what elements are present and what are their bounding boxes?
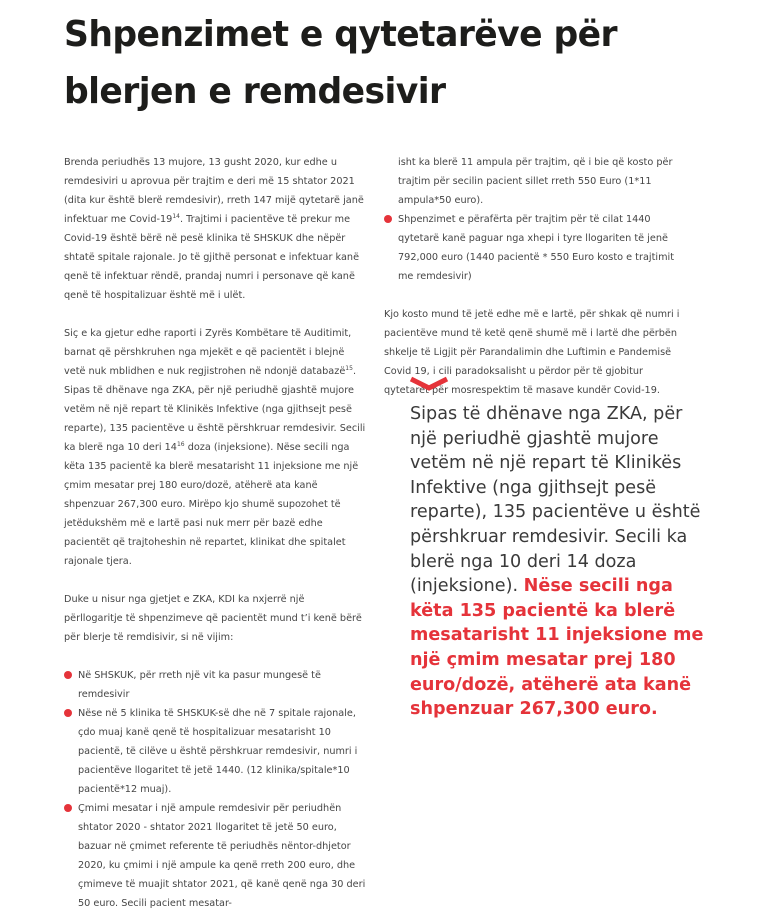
calculation-list-continued [384, 153, 690, 286]
left-column [64, 153, 366, 913]
right-column [384, 153, 690, 400]
bullet-dot-icon [64, 709, 72, 717]
bullet-dot-icon [64, 671, 72, 679]
list-item: Në SHSKUK, për rreth një vit ka pasur mungesë të remdesivir [64, 666, 366, 704]
calculation-list [64, 666, 366, 913]
pull-quote [410, 402, 710, 722]
bullet-dot-icon [384, 215, 392, 223]
pull-quote-text: Sipas të dhënave nga ZKA, për një periudhë gjashtë mujore vetëm në një repart të Klinikës Infektive (nga gjithsejt pesë reparte), 135 pacientëve u është përshkruar remdesivir. Secili ka blerë nga 10 deri 14 doza (injeksione). [410, 404, 701, 597]
pull-quote-highlight: Nëse secili nga këta 135 pacientë ka blerë mesatarisht 11 injeksione me një çmim mesatar prej 180 euro/dozë, atëherë ata kanë shpenzuar 267,300 euro. [410, 576, 704, 720]
bullet-dot-icon [64, 804, 72, 812]
calculation-intro: Duke u nisur nga gjetjet e ZKA, KDI ka nxjerrë një përllogaritje të shpenzimeve që pacientët mund t’i kenë bërë për blerje të remdisivir, si në vijim: [64, 594, 362, 643]
audit-paragraph: Siç e ka gjetur edhe raporti i Zyrës Kombëtare të Auditimit, barnat që përshkruhen nga mjekët e që pacientët i blejnë vetë nuk mblidhen e nuk regjistrohen në ndonjë databazë$^{15}$. Sipas të dhënave nga ZKA, për një periudhë gjashtë mujore vetëm në një repart të Klinikës Infektive (nga gjithsejt pesë reparte), 135 pacientëve u është përshkruar remdesivir. Secili ka blerë nga 10 deri $14^{16}$ doza (injeksione). Nëse secili nga këta 135 pacientë ka blerë mesatarisht 11 injeksione me një çmim mesatar prej 180 euro/dozë, atëherë ata kanë shpenzuar 267,300 euro. Mirëpo kjo shumë supozohet të jetëdukshëm më e lartë pasi nuk merr për bazë edhe pacientët që trajtoheshin në repartet, klinikat dhe spitalet rajonale tjera. [64, 328, 366, 567]
footnote-ref: 16 [176, 440, 185, 448]
list-item: Çmimi mesatar i një ampule remdesivir për periudhën shtator 2020 - shtator 2021 llogaritet të jetë 50 euro, bazuar në çmimet referente të periudhës nëntor-dhjetor 2020, ku çmimi i një ampule ka qenë rreth 200 euro, dhe çmimeve të muajit shtator 2021, që kanë qenë nga 30 deri 50 euro. Secili pacient mesatar- [64, 799, 366, 913]
conclusion-paragraph: Kjo kosto mund të jetë edhe më e lartë, për shkak që numri i pacientëve mund të ketë qenë shumë më i lartë dhe përbën shkelje të Ligjit për Parandalimin dhe Luftimin e Pandemisë Covid 19, i cili paradoksalisht u përdor për të gjobitur qytetarët për mosrespektim të masave kundër Covid-19. [384, 309, 680, 396]
list-item-continuation: isht ka blerë 11 ampula për trajtim, që i bie që kosto për trajtim për secilin pacient sillet rreth 550 Euro (1*11 ampula*50 euro). [398, 157, 673, 206]
page-title: Shpenzimet e qytetarëve për blerjen e remdesivir [64, 14, 617, 112]
list-item: Shpenzimet e përafërta për trajtim për të cilat 1440 qytetarë kanë paguar nga xhepi i tyre llogariten të jenë 792,000 euro (1440 pacientë * 550 Euro kosto e trajtimit me remdesivir) [384, 210, 690, 286]
list-item: Nëse në 5 klinika të SHSKUK-së dhe në 7 spitale rajonale, çdo muaj kanë qenë të hospitalizuar mesatarisht 10 pacientë, të cilëve u është përshkruar remdesivir, numri i pacientëve llogaritet të jetë 1440. (12 klinika/spitale*10 pacientë*12 muaj). [64, 704, 366, 799]
intro-paragraph: Brenda periudhës 13 mujore, 13 gusht 2020, kur edhe u remdesiviri u aprovua për trajtim e deri më 15 shtator 2021 (dita kur është blerë remdesivir), rreth 147 mijë qytetarë janë infektuar me Covid-$19^{14}$. Trajtimi i pacientëve të prekur me Covid-19 është bërë në pesë klinika të SHSKUK dhe nëpër shtatë spitale rajonale. Jo të gjithë personat e infektuar kanë qenë të infektuar rëndë, prandaj numri i personave që kanë qenë të hospitalizuar është më i ulët. [64, 157, 364, 301]
chevron-down-icon [408, 376, 450, 392]
footnote-ref: 15 [345, 364, 353, 372]
footnote-ref: 14 [172, 212, 180, 220]
